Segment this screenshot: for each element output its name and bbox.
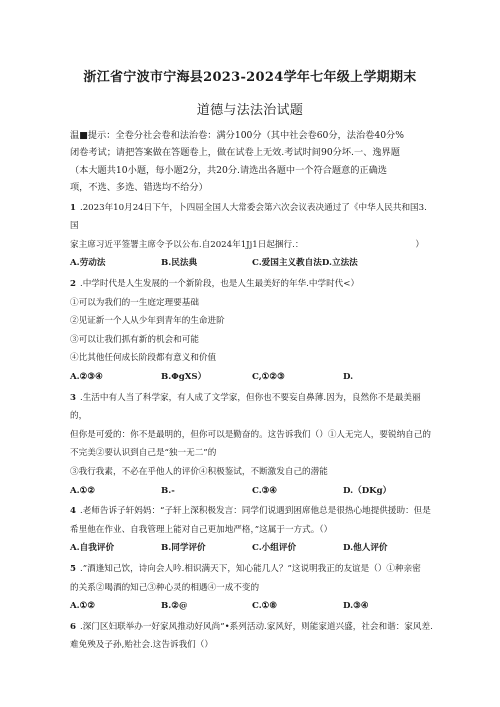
option: A.①②: [70, 601, 96, 612]
question-line: [70, 502, 434, 521]
question-4: [70, 502, 434, 558]
question-6: [70, 618, 434, 655]
option: A.劳动法: [70, 258, 106, 269]
question-text: 希里他在作业、自我管理上能对自己更加地严格，”这属于一方式。（）: [70, 524, 333, 535]
answer-paren: ）: [415, 239, 424, 250]
option: D.（DKg）: [343, 485, 392, 496]
option: B.同学评价: [161, 543, 206, 554]
question-line: [70, 560, 434, 579]
answer-options: [70, 482, 434, 501]
option: A.①②: [70, 485, 96, 496]
question-statement: ②见证新一个人从少年到青年的生命进阶: [70, 316, 225, 327]
question-text: 的关系②喝酒的知己③种心灵的相遇④一成不变的: [70, 582, 260, 593]
question-number: 2: [70, 279, 76, 289]
question-number: 1: [70, 202, 76, 213]
question-text: 但你是可爱的：你不是最明的，但你可以是勤奋的。这告诉我们（）①人无完人，要锐纳自己的: [70, 429, 431, 440]
question-line: [70, 275, 434, 294]
answer-options: [70, 254, 434, 273]
question-line: [70, 389, 434, 426]
option: C,①②③: [252, 371, 285, 382]
option: D.他人评价: [343, 543, 388, 554]
question-line: [70, 618, 434, 637]
option: C.爱国主义教自法D.立法法: [252, 258, 358, 269]
question-text: .深门区妇联举办一好家风推动好风尚”•系列活动.家风好，则能家道兴盛，社会和谐：家风差.: [79, 621, 433, 632]
option: D.: [343, 371, 354, 382]
question-3: [70, 389, 434, 501]
instruction-line: 闭卷考试；请把答案做在答题卷上，做在试卷上无效.考试时间90分坏.一、逸界题: [70, 147, 400, 159]
answer-options: [70, 539, 434, 558]
option: B.②@: [161, 601, 188, 612]
question-statement: ④比其他任何成长阶段都有意义和价值: [70, 353, 217, 364]
question-number: 5: [70, 563, 76, 574]
question-line: [70, 236, 434, 255]
question-text: 不完美②要认识到自己是“独一无二”的: [70, 448, 217, 459]
document-subtitle: 道德与法法治试题: [196, 103, 304, 118]
instruction-line: （本大题共10小题，每小题2分，共20分.请选出各题中一个符合题意的正确选: [70, 164, 387, 176]
question-statement: ①可以为我们的一生庭定理要基础: [70, 297, 199, 308]
option: B.ΦgXS）: [161, 371, 207, 382]
option: C.小组评价: [252, 543, 297, 554]
option: B.民法典: [161, 258, 198, 269]
question-statement: ③可以让我们抓有新的机会和可能: [70, 334, 199, 345]
instruction-line: 项，不选、多选、错选均不给分）: [70, 182, 208, 194]
option: A.自我评价: [70, 543, 115, 554]
question-text: 难免殃及子孙,贻社会.这告诉我们（）: [70, 640, 213, 651]
document-body: [70, 127, 434, 655]
question-text: ③我行我素，不必在乎他人的评价④积极鉴试，不断激发自己的潜能: [70, 466, 328, 477]
question-text: 家主席习近平签署主席令予以公布.自2024年1Jj1日起捆行.：: [70, 239, 304, 250]
option: C.③④: [252, 485, 278, 496]
question-2: [70, 275, 434, 387]
answer-options: [70, 368, 434, 387]
option: B.-: [161, 485, 175, 496]
option: D.③④: [343, 601, 369, 612]
instruction-line: 温■提示：全卷分社会卷和法治卷：满分100分（其中社会卷60分，法治卷40分%: [70, 130, 404, 141]
option: C.①⑧: [252, 601, 278, 612]
question-1: [70, 199, 434, 273]
question-text: .”酒逢知己饮，诗向会人吟.相识满天下，知心能几人？”这说明我正的友谊是（）①种亲密: [79, 563, 421, 574]
question-text: .中学时代是人生发展的一个新阶段，也是人生最美好的年华.中学时代<）: [79, 279, 360, 289]
question-number: 4: [70, 506, 76, 517]
question-number: 3: [70, 392, 76, 403]
question-5: [70, 560, 434, 616]
question-number: 6: [70, 621, 76, 632]
option: A.②③④: [70, 371, 103, 382]
question-text: .2023年10月24日下午，卜四屈全国人大常委会第六次会议表决通过了《中华人民共和国3.国: [70, 202, 427, 232]
question-text: .生活中有人当了科学家，有人成了文学家，但你也不要妄自鼻薄.因为，良然你不是最美丽的，: [70, 392, 421, 422]
question-text: .老师告诉子轩妈妈：“子轩上深积极发言：同学们说遇到困席他总是很热心地提供援助：但是: [79, 506, 431, 517]
question-line: [70, 199, 434, 236]
exam-instructions: [70, 127, 434, 197]
answer-options: [70, 597, 434, 616]
document-title: 浙江省宁波市宁海县2023-2024学年七年级上学期期末: [83, 70, 417, 85]
